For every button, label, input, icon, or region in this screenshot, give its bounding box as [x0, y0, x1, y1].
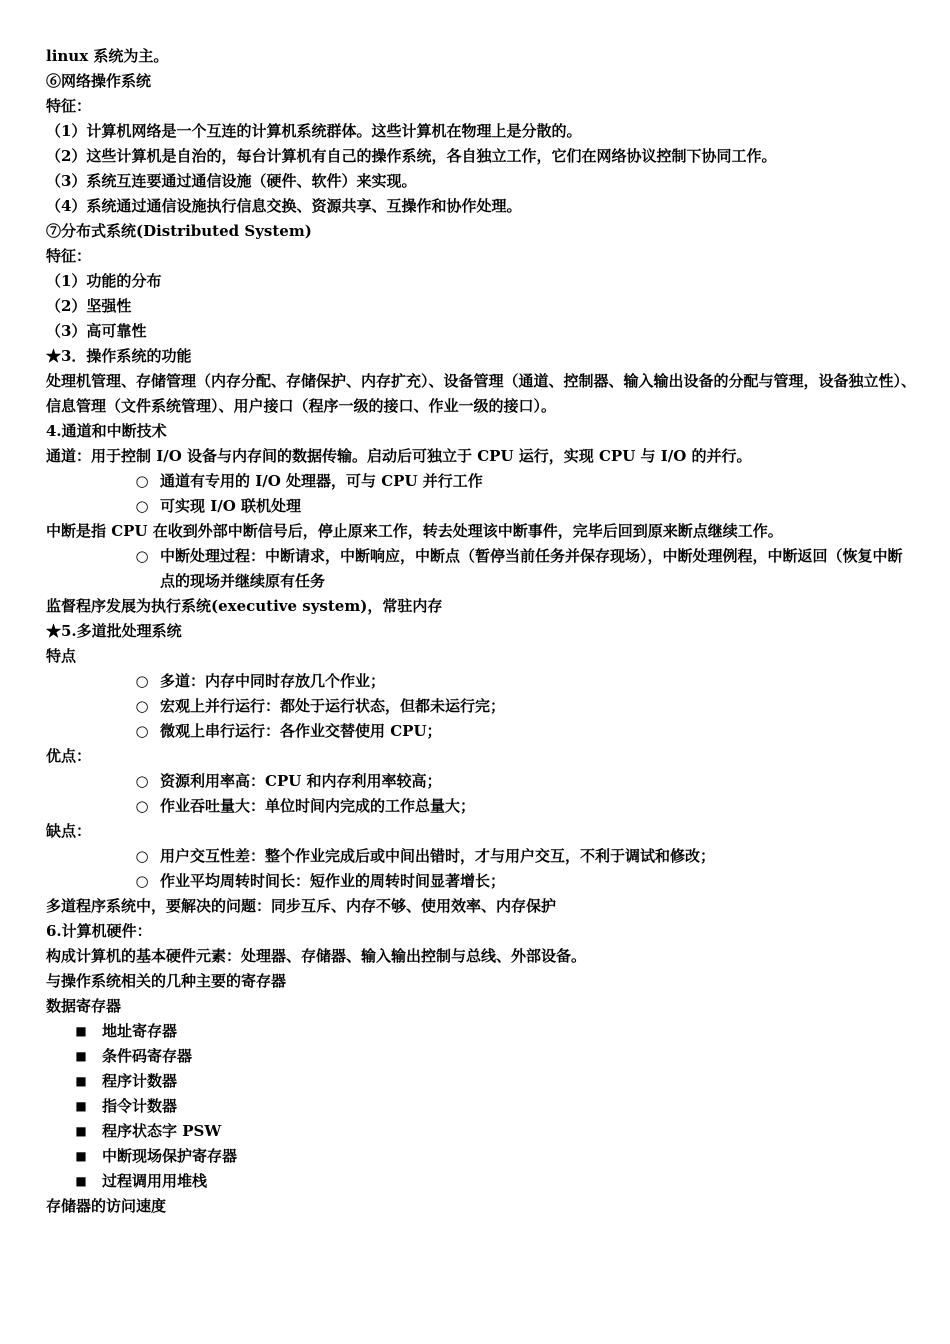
list-item-text: 程序状态字 PSW [102, 1122, 222, 1140]
section-heading: ⑥网络操作系统 [46, 72, 152, 90]
text-line: （1）计算机网络是一个互连的计算机系统群体。这些计算机在物理上是分散的。 [46, 122, 582, 140]
list-item-text: 通道有专用的 I/O 处理器，可与 CPU 并行工作 [160, 472, 483, 490]
circle-bullet-icon: ○ [135, 672, 149, 690]
pros-label: 优点： [46, 747, 92, 765]
list-item [46, 1094, 916, 1119]
circle-bullet-icon: ○ [135, 847, 149, 865]
text-line: 特征： [46, 247, 92, 265]
text-line: 监督程序发展为执行系统(executive system)，常驻内存 [46, 597, 443, 615]
section-heading: 4.通道和中断技术 [46, 422, 167, 440]
section-heading: ★3．操作系统的功能 [46, 347, 192, 365]
text-line: （1）功能的分布 [46, 272, 162, 290]
list-item [46, 669, 916, 694]
text-line: 数据寄存器 [46, 997, 122, 1015]
list-item [46, 694, 916, 719]
cons-label: 缺点： [46, 822, 92, 840]
text-line: 与操作系统相关的几种主要的寄存器 [46, 972, 287, 990]
features-label: 特点 [46, 647, 77, 665]
text-line: 构成计算机的基本硬件元素：处理器、存储器、输入输出控制与总线、外部设备。 [46, 947, 587, 965]
circle-bullet-icon: ○ [135, 472, 149, 490]
section-heading: ★5.多道批处理系统 [46, 622, 182, 640]
section-heading: ⑦分布式系统(Distributed System) [46, 222, 312, 240]
text-line: linux 系统为主。 [46, 47, 169, 65]
list-item [46, 869, 916, 894]
list-item-text: 条件码寄存器 [102, 1047, 193, 1065]
square-bullet-icon: ■ [75, 1099, 87, 1113]
list-item-text: 中断现场保护寄存器 [102, 1147, 238, 1165]
section-heading: 6.计算机硬件： [46, 922, 152, 940]
list-item [46, 719, 916, 744]
list-item-text: 宏观上并行运行：都处于运行状态，但都未运行完； [160, 697, 506, 715]
text-line: （2）坚强性 [46, 297, 132, 315]
square-bullet-icon: ■ [75, 1074, 87, 1088]
list-item-text: 作业平均周转时间长：短作业的周转时间显著增长； [160, 872, 506, 890]
circle-bullet-icon: ○ [135, 797, 149, 815]
list-item-text: 中断处理过程：中断请求，中断响应，中断点（暂停当前任务并保存现场），中断处理例程，中断返回（恢复中断点的现场并继续原有任务 [160, 547, 903, 590]
square-bullet-icon: ■ [75, 1174, 87, 1188]
list-item [46, 544, 916, 594]
list-item-text: 可实现 I/O 联机处理 [160, 497, 302, 515]
list-item-text: 指令计数器 [102, 1097, 178, 1115]
circle-bullet-icon: ○ [135, 697, 149, 715]
channel-definition: 通道：用于控制 I/O 设备与内存间的数据传输。启动后可独立于 CPU 运行，实现 CPU 与 I/O 的并行。 [46, 447, 752, 465]
square-bullet-icon: ■ [75, 1149, 87, 1163]
circle-bullet-icon: ○ [135, 547, 149, 565]
list-item [46, 844, 916, 869]
text-line: （2）这些计算机是自治的，每台计算机有自己的操作系统，各自独立工作，它们在网络协议控制下协同工作。 [46, 147, 777, 165]
text-line: 特征： [46, 97, 92, 115]
list-item-text: 用户交互性差：整个作业完成后或中间出错时，才与用户交互，不利于调试和修改； [160, 847, 716, 865]
square-bullet-icon: ■ [75, 1024, 87, 1038]
text-line: （3）系统互连要通过通信设施（硬件、软件）来实现。 [46, 172, 417, 190]
list-item-text: 程序计数器 [102, 1072, 178, 1090]
text-line: （4）系统通过通信设施执行信息交换、资源共享、互操作和协作处理。 [46, 197, 522, 215]
square-bullet-icon: ■ [75, 1124, 87, 1138]
list-item-text: 微观上串行运行：各作业交替使用 CPU； [160, 722, 442, 740]
list-item-text: 作业吞吐量大：单位时间内完成的工作总量大； [160, 797, 476, 815]
square-bullet-icon: ■ [75, 1049, 87, 1063]
text-line: 存储器的访问速度 [46, 1197, 167, 1215]
list-item [46, 1069, 916, 1094]
circle-bullet-icon: ○ [135, 722, 149, 740]
circle-bullet-icon: ○ [135, 872, 149, 890]
interrupt-definition: 中断是指 CPU 在收到外部中断信号后，停止原来工作，转去处理该中断事件，完毕后回到原来断点继续工作。 [46, 522, 783, 540]
list-item-text: 资源利用率高：CPU 和内存利用率较高； [160, 772, 442, 790]
list-item [46, 1044, 916, 1069]
text-line: 多道程序系统中，要解决的问题：同步互斥、内存不够、使用效率、内存保护 [46, 897, 557, 915]
list-item-text: 过程调用用堆栈 [102, 1172, 208, 1190]
list-item [46, 1019, 916, 1044]
list-item [46, 794, 916, 819]
list-item [46, 494, 916, 519]
list-item [46, 769, 916, 794]
circle-bullet-icon: ○ [135, 497, 149, 515]
document-page [46, 44, 916, 1219]
list-item [46, 1169, 916, 1194]
functions-paragraph: 处理机管理、存储管理（内存分配、存储保护、内存扩充）、设备管理（通道、控制器、输入输出设备的分配与管理，设备独立性）、信息管理（文件系统管理）、用户接口（程序一级的接口、作业一级的接口）。 [46, 372, 917, 415]
list-item [46, 469, 916, 494]
list-item [46, 1119, 916, 1144]
list-item-text: 多道：内存中同时存放几个作业； [160, 672, 386, 690]
list-item-text: 地址寄存器 [102, 1022, 178, 1040]
circle-bullet-icon: ○ [135, 772, 149, 790]
list-item [46, 1144, 916, 1169]
text-line: （3）高可靠性 [46, 322, 147, 340]
